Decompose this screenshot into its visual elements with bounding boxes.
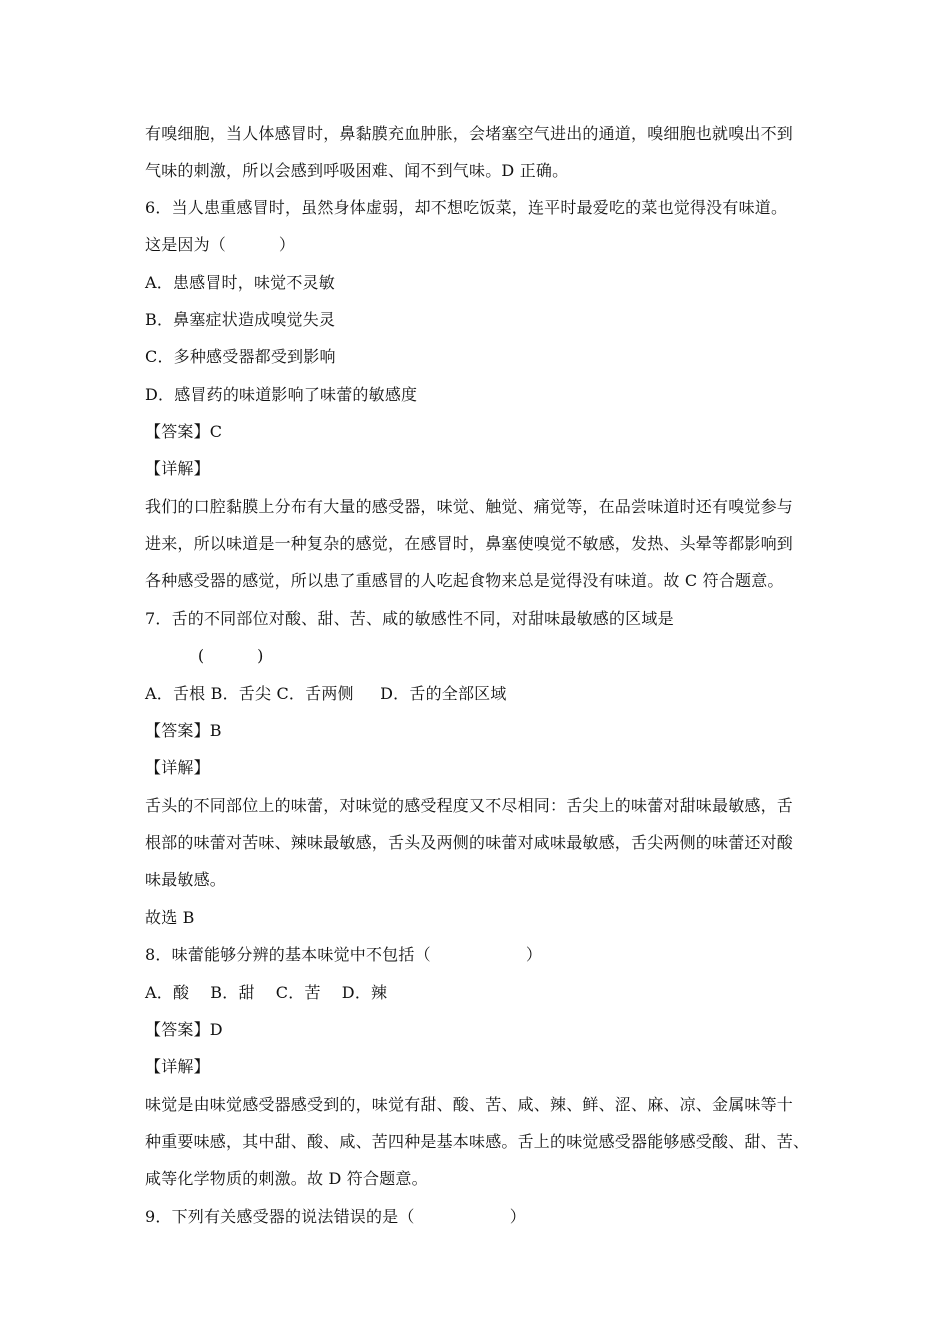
- explanation-text: 我们的口腔黏膜上分布有大量的感受器，味觉、触觉、痛觉等，在品尝味道时还有嗅觉参与: [145, 497, 794, 516]
- option-c: C．多种感受器都受到影响: [145, 347, 336, 366]
- text-line: 气味的刺激，所以会感到呼吸困难、闻不到气味。D 正确。: [145, 161, 569, 180]
- explanation-text: 咸等化学物质的刺激。故 D 符合题意。: [145, 1169, 428, 1188]
- explanation-text: 种重要味感，其中甜、酸、咸、苦四种是基本味感。舌上的味觉感受器能够感受酸、甜、苦、: [145, 1132, 810, 1151]
- question-7-blank: ( ): [145, 646, 264, 665]
- question-9-stem: 9．下列有关感受器的说法错误的是（ ）: [145, 1207, 526, 1226]
- explanation-text: 进来，所以味道是一种复杂的感觉，在感冒时，鼻塞使嗅觉不敏感，发热、头晕等都影响到: [145, 534, 794, 553]
- question-6-stem-cont: 这是因为（ ）: [145, 235, 296, 254]
- option-a: A．患感冒时，味觉不灵敏: [145, 273, 335, 292]
- explanation-text: 味最敏感。: [145, 870, 227, 889]
- answer-label: 【答案】D: [145, 1020, 223, 1039]
- conclusion-text: 故选 B: [145, 908, 195, 927]
- question-7-options: A．舌根 B．舌尖 C．舌两侧 D．舌的全部区域: [145, 684, 507, 703]
- explanation-text: 根部的味蕾对苦味、辣味最敏感，舌头及两侧的味蕾对咸味最敏感，舌尖两侧的味蕾还对酸: [145, 833, 794, 852]
- option-d: D．感冒药的味道影响了味蕾的敏感度: [145, 385, 418, 404]
- question-6-stem: 6．当人患重感冒时，虽然身体虚弱，却不想吃饭菜，连平时最爱吃的菜也觉得没有味道。: [145, 198, 788, 217]
- explanation-text: 舌头的不同部位上的味蕾，对味觉的感受程度又不尽相同：舌尖上的味蕾对甜味最敏感，舌: [145, 796, 794, 815]
- explanation-label: 【详解】: [145, 459, 210, 478]
- option-b: B．鼻塞症状造成嗅觉失灵: [145, 310, 336, 329]
- explanation-text: 各种感受器的感觉，所以患了重感冒的人吃起食物来总是觉得没有味道。故 C 符合题意。: [145, 571, 784, 590]
- text-line: 有嗅细胞，当人体感冒时，鼻黏膜充血肿胀，会堵塞空气进出的通道，嗅细胞也就嗅出不到: [145, 124, 794, 143]
- answer-label: 【答案】C: [145, 422, 223, 441]
- answer-label: 【答案】B: [145, 721, 222, 740]
- question-7-stem: 7．舌的不同部位对酸、甜、苦、咸的敏感性不同，对甜味最敏感的区域是: [145, 609, 674, 628]
- question-8-stem: 8．味蕾能够分辨的基本味觉中不包括（ ）: [145, 945, 543, 964]
- question-8-options: A．酸 B．甜 C．苦 D．辣: [145, 983, 388, 1002]
- explanation-text: 味觉是由味觉感受器感受到的，味觉有甜、酸、苦、咸、辣、鲜、涩、麻、凉、金属味等十: [145, 1095, 794, 1114]
- explanation-label: 【详解】: [145, 758, 210, 777]
- explanation-label: 【详解】: [145, 1057, 210, 1076]
